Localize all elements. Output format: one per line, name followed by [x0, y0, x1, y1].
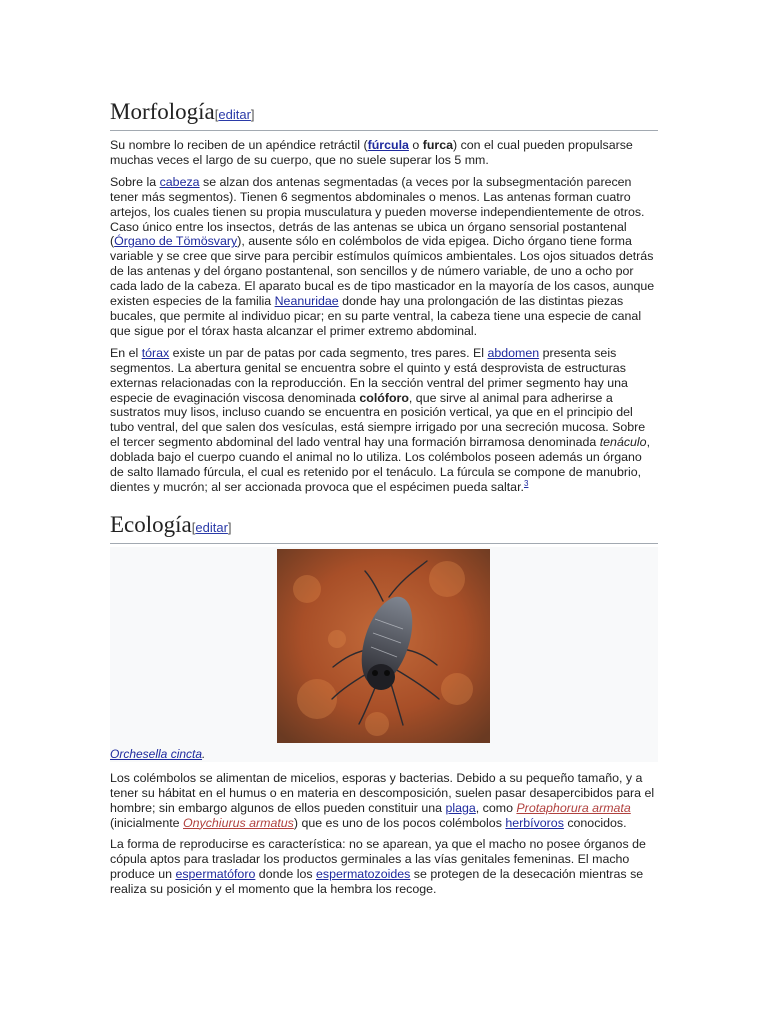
springtail-photo[interactable]: [277, 549, 490, 743]
bold-term: furca: [422, 138, 454, 152]
ecologia-text: [110, 771, 658, 897]
link-organo-tomosvary[interactable]: Órgano de Tömösvary: [114, 234, 238, 249]
paragraph: En el tórax existe un par de patas por cada segmento, tres pares. El abdomen presenta seis segmentos. La abertura genital se encuentra sobre el quinto y está desprovista de estructuras externas relacionadas con la reproducción. En la sección ventral del primer segmento hay una especie de evaginación viscosa denominada colóforo, que sirve al animal para adherirse a sustratos muy lisos, incluso cuando se encuentra en posición vertical, ya que en el principio del tubo ventral, del que salen dos vesículas, está siempre irrigado por una secreción mucosa. Sobre el tercer segmento abdominal del lado ventral hay una formación birramosa denominada tenáculo, doblada bajo el cuerpo cuando el animal no lo utiliza. Los colémbolos poseen además un órgano de salto llamado fúrcula, el cual es retenido por el tenáculo. La fúrcula se compone de manubrio, dientes y mucrón; al ser accionada provoca que el espécimen pueda saltar.$^3$: [110, 345, 651, 494]
article-body: [110, 98, 658, 897]
edit-link[interactable]: editar: [195, 519, 228, 535]
heading-title: Morfología: [110, 99, 215, 124]
link-plaga[interactable]: plaga: [445, 800, 476, 815]
edit-section: [editar]: [191, 519, 232, 535]
italic-term: tenáculo: [599, 435, 647, 450]
paragraph: Los colémbolos se alimentan de micelios, esporas y bacterias. Debido a su pequeño tamaño, y a tener su hábitat en el humus o en materia en descomposición, suelen pasar desapercibidos para el hombre; sin embargo algunos de ellos pueden constituir una plaga, como Protaphorura armata (inicialmente Onychiurus armatus) que es uno de los pocos colémbolos herbívoros conocidos.: [110, 770, 655, 830]
heading-title: Ecología: [110, 511, 192, 537]
link-torax[interactable]: tórax: [141, 345, 170, 360]
reference-superscript[interactable]: 3: [523, 478, 529, 488]
link-furcula[interactable]: fúrcula: [367, 138, 409, 152]
paragraph: La forma de reproducirse es característica: no se aparean, ya que el macho no posee órganos de cópula aptos para trasladar los productos germinales a las vías genitales femeninas. El macho produce un espermatóforo donde los espermatozoides se protegen de la desecación mientras se realiza su posición y el momento que la hembra los recoge.: [110, 837, 646, 897]
link-espermatozoides[interactable]: espermatozoides: [315, 867, 411, 882]
section-heading-ecologia: [110, 511, 658, 544]
image-caption: Orchesella cincta.: [110, 746, 206, 761]
paragraph: Sobre la cabeza se alzan dos antenas segmentadas (a veces por la subsegmentación parecen tener más segmentos). Tienen 6 segmentos abdominales o menos. Las antenas forman cuatro artejos, los cuales tienen su propia musculatura y pueden moverse independientemente de otros. Caso único entre los insectos, detrás de las antenas se ubica un órgano sensorial postantenal (Órgano de Tömösvary), ausente sólo en colémbolos de vida epigea. Dicho órgano tiene forma variable y se cree que sirve para percibir estímulos químicos ambientales. Los ojos situados detrás de las antenas y del órgano postantenal, son sencillos y de número variable, de uno a ocho por cada lado de la cabeza. El aparato bucal es de tipo masticador en la mayoría de los casos, aunque existen especies de la familia Neanuridae donde hay una prolongación de las distintas piezas bucales, que permite al individuo picar; en su parte ventral, la cabeza tiene una especie de canal que sigue por el tórax hasta alcanzar el primer extremo abdominal.: [110, 174, 655, 338]
image-thumbnail: [110, 547, 658, 762]
edit-section: [editar]: [214, 107, 255, 122]
bold-term: colóforo: [359, 390, 409, 405]
link-protaphorura-armata[interactable]: Protaphorura armata: [516, 800, 631, 815]
link-cabeza[interactable]: cabeza: [159, 174, 200, 189]
caption-link[interactable]: Orchesella cincta: [110, 746, 203, 761]
link-neanuridae[interactable]: Neanuridae: [274, 294, 339, 309]
section-heading-morfologia: [110, 98, 658, 131]
paragraph: Su nombre lo reciben de un apéndice retráctil (fúrcula o furca) con el cual pueden propulsarse muchas veces el largo de su cuerpo, que no suele superar los 5 mm.: [110, 138, 633, 167]
link-herbivoros[interactable]: herbívoros: [505, 815, 564, 830]
link-abdomen[interactable]: abdomen: [487, 345, 540, 360]
link-onychiurus-armatus[interactable]: Onychiurus armatus: [183, 815, 294, 830]
link-espermatoforo[interactable]: espermatóforo: [175, 867, 256, 882]
edit-link[interactable]: editar: [218, 107, 251, 122]
